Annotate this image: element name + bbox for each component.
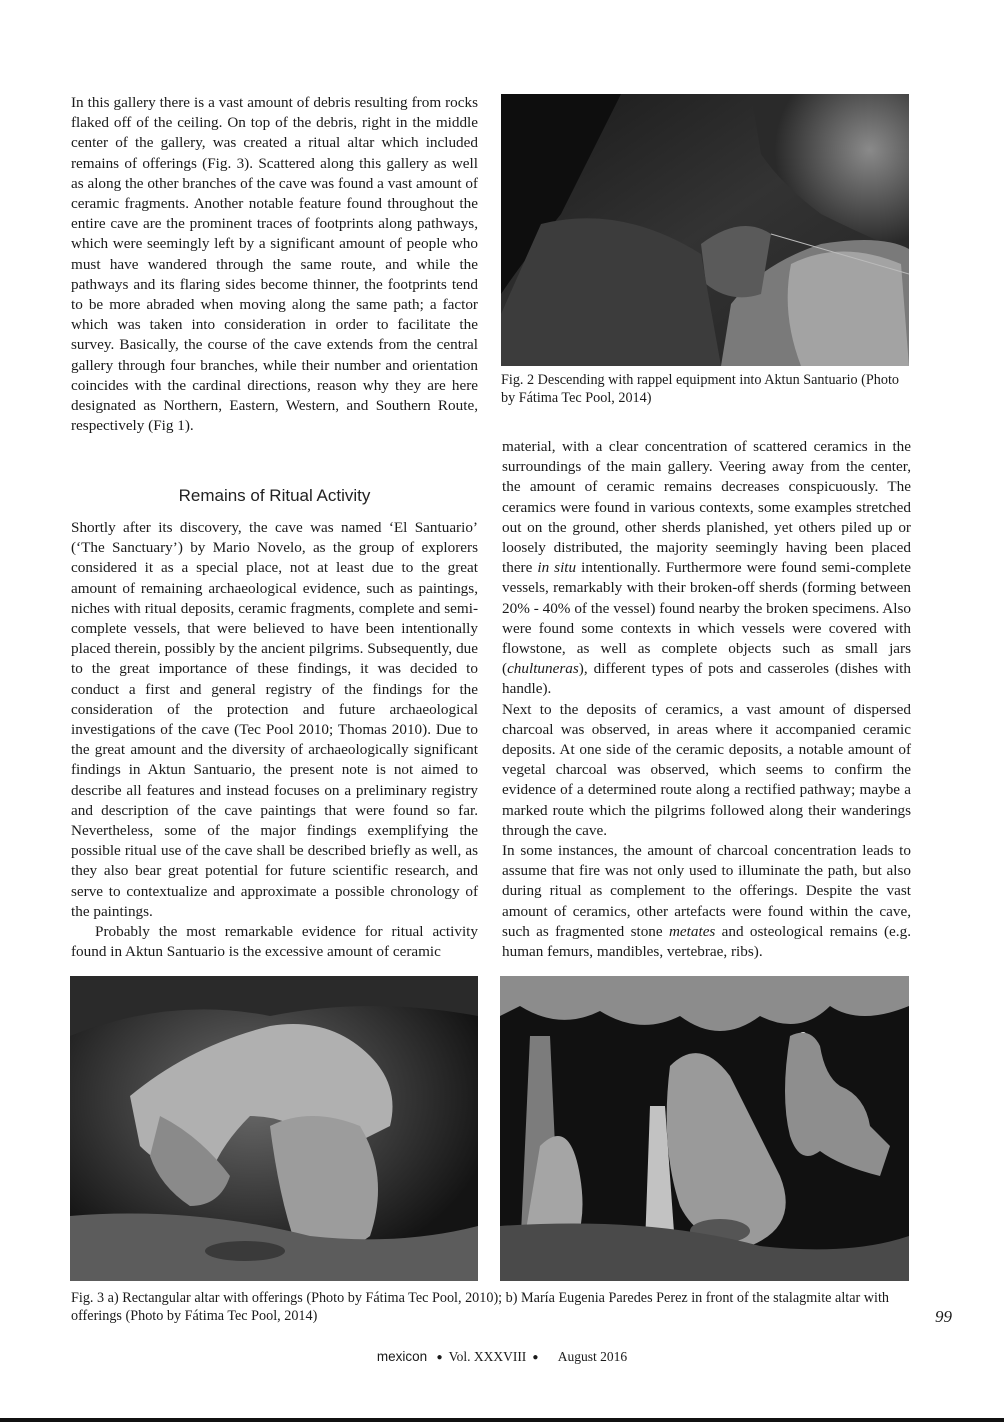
body-paragraph: Next to the deposits of ceramics, a vast amount of dispersed charcoal was observed, in areas where it accompanied ceramic deposits. At one side of the ceramic deposits, a notable amount of vegetal charcoal was observed, which seems to confirm the evidence of a determined route along a rectified pathway; maybe a marked route which the pilgrims followed along their wanderings through the cave. xyxy=(502,700,911,839)
section-heading: Remains of Ritual Activity xyxy=(178,486,371,505)
body-paragraph: Probably the most remarkable evidence for ritual activity found in Aktun Santuario is the excessive amount of ceramic xyxy=(71,923,478,961)
italic-term: chultuneras xyxy=(507,660,579,678)
text-run: In some instances, the amount of charcoal concentration leads to assume that fire was not only used to illuminate the path, but also during ritual as complement to the offerings. Despite the vast amount of ceramics, other artefacts were found within the cave, such as fragmented stone xyxy=(502,842,911,940)
bullet-icon: ● xyxy=(532,1352,539,1363)
bullet-icon: ● xyxy=(436,1352,443,1363)
figure-2-photo xyxy=(501,94,909,366)
italic-term: in situ xyxy=(537,559,577,577)
volume: Vol. XXXVIII xyxy=(448,1349,527,1364)
text-run: material, with a clear concentration of scattered ceramics in the surroundings of the main gallery. Veering away from the center, the amount of ceramic remains decreases conspicuously. The ceramics were found in various contexts, some examples stretched out on the ground, other sherds planished, yet others piled up or loosely distributed, the majority seemingly having been placed there xyxy=(502,438,911,577)
body-paragraph xyxy=(502,437,911,700)
figure-3a-photo xyxy=(70,976,478,1281)
figure-3b-photo xyxy=(500,976,909,1281)
bottom-rule xyxy=(0,1418,1004,1422)
body-paragraph xyxy=(502,841,911,962)
right-column xyxy=(502,437,911,962)
body-paragraph: In this gallery there is a vast amount of debris resulting from rocks flaked off of the ceiling. On top of the debris, right in the middle center of the gallery, was created a ritual altar which included remains of offerings (Fig. 3). Scattered along this gallery as well as along the other branches of the cave was found a vast amount of ceramic fragments. Another notable feature found throughout the entire cave are the prominent traces of footprints along pathways, which were seemingly left by a significant amount of people who must have wandered through the same route, and while the pathways and its flaring sides become thinner, the footprints tend to be more abraded when moving along the same path; a factor which was taken into consideration in order to facilitate the survey. Basically, the course of the cave extends from the central gallery through four branches, while their number and orientation coincides with the cardinal directions, reason why they are here designated as Northern, Eastern, Western, and Southern Route, respectively (Fig 1). xyxy=(71,94,478,435)
left-column-top xyxy=(71,93,478,436)
text-run: and osteological remains (e.g. human femurs, mandibles, vertebrae, ribs). xyxy=(502,922,911,961)
footer xyxy=(0,1349,1004,1365)
figure-3-caption: Fig. 3 a) Rectangular altar with offerings (Photo by Fátima Tec Pool, 2010); b) María Eugenia Paredes Perez in front of the stalagmite altar with offerings (Photo by Fátima Tec Pool, 2014) xyxy=(71,1290,889,1324)
text-run: intentionally. Furthermore were found semi-complete vessels, remarkably with their broken-off sherds (forming between 20% - 40% of the vessel) found nearby the broken specimens. Also were found some contexts in which vessels were covered with flowstone, as well as complete objects such as small jars ( xyxy=(502,559,911,678)
body-paragraph: Shortly after its discovery, the cave was named ‘El Santuario’ (‘The Sanctuary’) by Mario Novelo, as the group of explorers considered it as a special place, not at least due to the great amount of remaining archaeological evidence, such as paintings, niches with ritual deposits, ceramic fragments, complete and semi-complete vessels, that were believed to have been intentionally placed therein, possibly by the ancient pilgrims. Subsequently, due to the great importance of these findings, it was decided to conduct a first and general registry of the findings for the consideration of the protection and future archaeological investigations of the cave (Tec Pool 2010; Thomas 2010). Due to the great amount and the diversity of archaeologically significant findings in Aktun Santuario, the present note is not aimed to describe all features and instead focuses on a preliminary registry and description of the cave paintings that were found so far. Nevertheless, some of the major findings exemplifying the possible ritual use of the cave shall be described briefly as well, as they also bear great potential for future scientific research, and serve to contextualize and approximate a possible chronology of the paintings. xyxy=(71,519,478,920)
text-run: ), different types of pots and casseroles (dishes with handle). xyxy=(502,660,911,698)
page-number: 99 xyxy=(935,1307,952,1326)
left-column-bottom xyxy=(71,518,478,962)
journal-name: mexicon xyxy=(376,1349,428,1364)
italic-term: metates xyxy=(668,922,716,940)
figure-2-caption: Fig. 2 Descending with rappel equipment into Aktun Santuario (Photo by Fátima Tec Pool, 2014) xyxy=(501,372,899,406)
issue-date: August 2016 xyxy=(557,1349,628,1364)
